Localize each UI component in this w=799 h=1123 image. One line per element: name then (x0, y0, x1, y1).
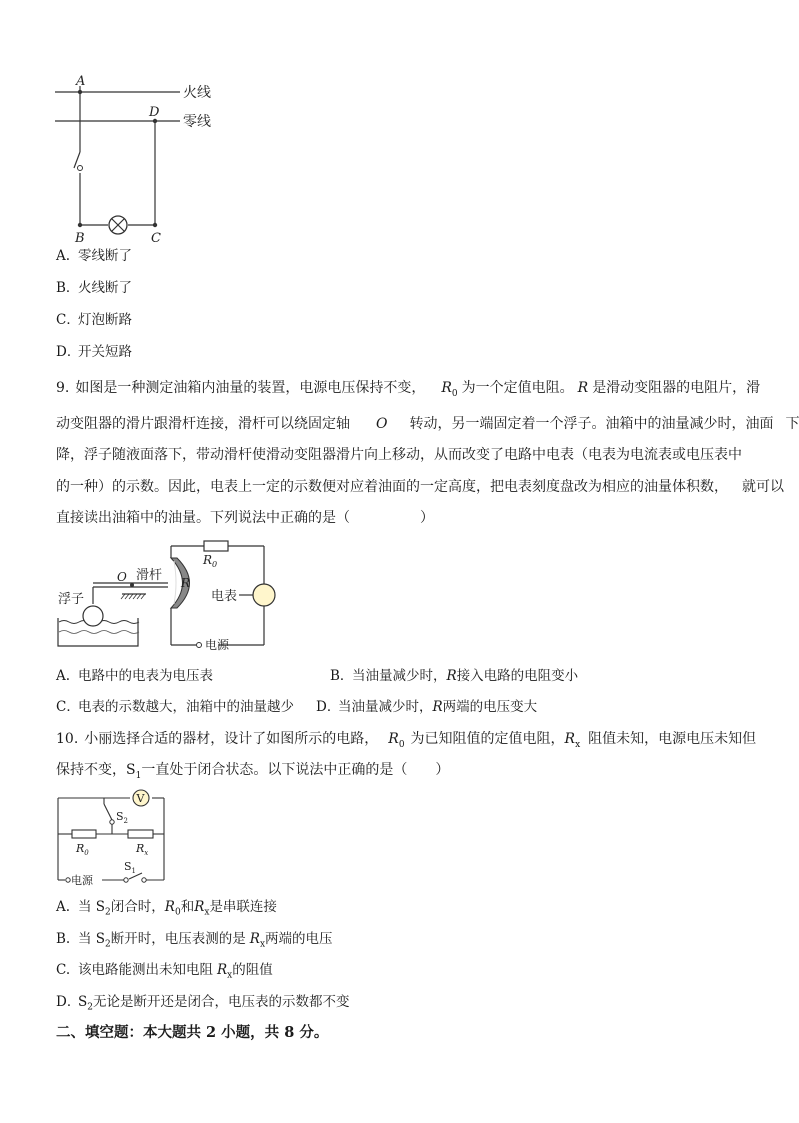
q9-stem-line-1: 9. 如图是一种测定油箱内油量的装置，电源电压保持不变， $R_0$ 为一个定值电阻。 R 是滑动变阻器的电阻片，滑 (56, 380, 761, 399)
q9-stem-line-5: 直接读出油箱中的油量。下列说法中正确的是（ ） (56, 510, 434, 526)
option-prefix: A. (56, 899, 71, 915)
q10-option-b[interactable]: B. 当 $S_2$断开时，电压表测的是 $R_x$两端的电压 (56, 931, 333, 950)
lever-label: 滑杆 (136, 568, 163, 583)
option-prefix: B． (330, 668, 354, 684)
q8-option-c[interactable] (56, 310, 132, 330)
point-label-c: C (151, 231, 161, 246)
s2-label: $S_2$ (116, 810, 129, 825)
option-text: 电路中的电表为电压表 (78, 668, 213, 684)
option-prefix: B. (56, 931, 71, 947)
option-prefix: C． (56, 699, 80, 715)
q9-option-a[interactable] (56, 666, 213, 686)
q8-circuit-diagram (55, 72, 225, 247)
meter-label: 电表 (211, 589, 238, 604)
q9-oil-gauge-diagram (56, 536, 288, 658)
power-source-label: 电源 (205, 638, 230, 652)
live-wire-label: 火线 (183, 85, 211, 101)
rheostat-label: R (181, 576, 191, 590)
pivot-label: O (117, 570, 127, 584)
q10-option-c[interactable]: C. 该电路能测出未知电阻 $R_x$的阻值 (56, 962, 273, 981)
q9-option-c[interactable] (56, 697, 294, 717)
voltmeter-icon (133, 790, 149, 806)
option-prefix: D． (56, 344, 81, 360)
q8-option-b[interactable] (56, 278, 132, 298)
q8-option-a[interactable] (56, 246, 132, 266)
option-text: 零线断了 (78, 248, 132, 264)
option-prefix: C. (56, 962, 71, 978)
s1-label: $S_1$ (124, 860, 137, 875)
resistor-r0 (204, 541, 228, 551)
float-icon (83, 606, 103, 626)
q9-stem-line-2: 动变阻器的滑片跟滑杆连接，滑杆可以绕固定轴 O 转动，另一端固定着一个浮子。油箱中的油量减少时，油面 下 (56, 416, 799, 432)
q10-option-d[interactable]: D．$S_2$无论是断开还是闭合，电压表的示数都不变 (56, 994, 350, 1013)
option-prefix: A. (56, 248, 71, 264)
svg-text:V: V (136, 792, 145, 805)
option-text: 电表的示数越大，油箱中的油量越少 (78, 699, 294, 715)
option-prefix: D． (56, 994, 81, 1010)
lamp-icon (109, 216, 127, 234)
q9-stem-line-3: 降，浮子随液面落下，带动滑杆使滑动变阻器滑片向上移动，从而改变了电路中电表（电表为电流表或电压表中 (56, 447, 742, 463)
r0-label: $R_0$ (76, 842, 89, 857)
power-source-label: 电源 (71, 874, 93, 887)
meter-icon (253, 584, 275, 606)
option-text: 灯泡断路 (78, 312, 132, 328)
section-heading: 二、填空题：本大题共 2 小题，共 8 分。 (56, 1024, 329, 1041)
float-label: 浮子 (58, 592, 85, 607)
r0-label: $R_0$ (203, 553, 218, 569)
option-text: 火线断了 (78, 280, 132, 296)
q10-circuit-diagram (56, 790, 171, 888)
neutral-wire-label: 零线 (183, 114, 211, 130)
point-label-d: D (149, 105, 160, 120)
q10-option-a[interactable]: A. 当 $S_2$闭合时，$R_0$和$R_x$是串联连接 (56, 899, 277, 918)
point-label-a: A (76, 74, 86, 89)
option-text: 开关短路 (78, 344, 132, 360)
resistor-r0 (72, 830, 96, 838)
option-prefix: B． (56, 280, 80, 296)
q10-stem-line-2: 保持不变，$S_1$一直处于闭合状态。以下说法中正确的是（ ） (56, 762, 450, 781)
option-prefix: C． (56, 312, 80, 328)
q8-option-d[interactable] (56, 342, 132, 362)
q9-option-d[interactable]: D．当油量减少时，R两端的电压变大 (316, 699, 538, 715)
resistor-rx (128, 830, 153, 838)
rx-label: $R_x$ (136, 842, 149, 857)
option-prefix: D． (316, 699, 341, 715)
option-prefix: A. (56, 668, 71, 684)
point-label-b: B (75, 231, 85, 246)
q9-option-b[interactable]: B．当油量减少时，R接入电路的电阻变小 (330, 668, 579, 684)
q10-stem-line-1: 10. 小丽选择合适的器材，设计了如图所示的电路， $R_0$ 为已知阻值的定值电阻，$R_x$ 阻值未知，电源电压未知但 (56, 731, 757, 750)
q9-stem-line-4: 的一种）的示数。因此，电表上一定的示数便对应着油面的一定高度，把电表刻度盘改为相应的油量体积数， 就可以 (56, 479, 784, 495)
